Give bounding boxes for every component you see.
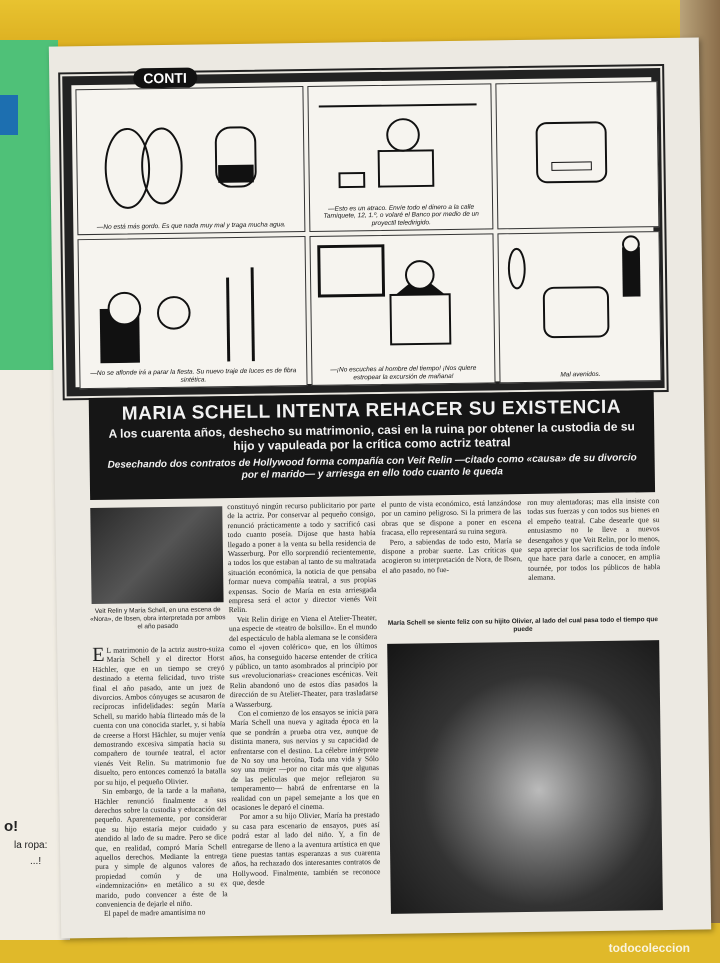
- photo-stage-scene: [90, 506, 223, 604]
- comic-strip: [62, 68, 664, 396]
- adjacent-page-graphic: [0, 95, 18, 135]
- tv-cartoon-icon: [310, 234, 494, 385]
- paragraph: Sin embargo, de la tarde a la mañana, Hächler renunció finalmente a sus derechos sobre la custodia y educación del pequeño. Aparentemente, por considerar que su hijo estaría mejor cuidado y atendido al lado de su madre. Pero se dice que, en realidad, compró María Schell aquellos derechos. Mediante la entrega pura y simple de algunos valores de propiedad común y de una «indemnización» en metálico a su ex marido, pudo convencer a éste de la conveniencia de dejarle el niño.: [94, 785, 228, 909]
- comic-panel: [495, 81, 659, 229]
- comic-caption: —¡No escuches al hombre del tiempo! ¡Nos quiere estropear la excursión de mañana!: [318, 365, 488, 382]
- article-subtitle: A los cuarenta años, deshecho su matrimonio, casi en la ruina por obtener la custodia de su hijo y vapuleada por la crítica como actriz teatral: [108, 419, 635, 453]
- photo-mother-and-child: [387, 640, 663, 914]
- article-column-2: [227, 500, 380, 888]
- men-cartoon-icon: [79, 237, 307, 388]
- comic-panel: [307, 83, 493, 232]
- article-column-3: [381, 498, 522, 575]
- article-title: MARIA SCHELL INTENTA REHACER SU EXISTENCIA: [121, 396, 622, 425]
- paragraph: L matrimonio de la actriz austro-suiza María Schell y el director Horst Hächler, que en un tiempo se creyó destinado a eterna felicidad, tuvo triste final el año pasado, ante un juez de divorcios. Ambos cónyuges se acusaron de recíprocas infidelidades: según María Schell, su marido había flirteado más de la cuenta con una conocida starlet, y, si había de creerse a Horst Hächler, su mujer venía demostrando excesiva simpatía hacia su compañero de tournée teatral, el actor vienés Veit Relin. Su matrimonio fue disuelto, pero entonces comenzó la batalla por su hijo, el pequeño Olivier.: [92, 644, 226, 787]
- comic-caption: —No está más gordo. Es que nada muy mal y traga mucha agua.: [84, 221, 298, 231]
- article-column-1: [92, 644, 228, 919]
- beach-cartoon-icon: [76, 87, 304, 234]
- paragraph: Veit Relin dirige en Viena el Atelier-Theater, una especie de «teatro de bolsillo». En el mundo del espectáculo de habla alemana se le considera como el «joven colérico» que, en los últimos años, ha conseguido hacerse entender de crítica y público, un tanto asombrados al principio por sus «revolucionarias» creaciones escénicas. Veit Relin abandonó uno de estos días pasados la dirección de su Atelier-Theater, para trasladarse a Wasserburg.: [228, 612, 378, 709]
- magazine-page: [49, 38, 711, 939]
- paragraph: ron muy alentadoras; mas ella insiste con todas sus fuerzas y con todos sus bienes en el empeño teatral. Cabe desearle que su entusiasmo no le lleve a nuevos desengaños y que Veit Relin, por lo menos, sepa apreciar los sacrificios de toda índole que hace para darle a conocer, en amplia tournée, por todos los públicos de habla alemana.: [527, 496, 661, 583]
- comic-caption: —Esto es un atraco. Envíe todo el dinero a la calle Tarniquete, 12, 1.º, o volaré el Banco por medio de un proyectil teledirigido.: [316, 203, 486, 228]
- paragraph: constituyó ningún recurso publicitario por parte de la actriz. Por conservar al pequeño consigo, renunció prácticamente a todo y sacrificó casi todo cuanto poseía. Dijose que hasta había llegado a poner a la venta su bella residencia de Wasserburg. Por ello sorprendió recientemente, a todos los que estaban al tanto de su maltratada situación económica, la noticia de que pensaba formar nueva compañía teatral, a sus propias expensas. Socio de María en esta arriesgada empresa será el actor y director vienés Veit Relin.: [227, 500, 377, 615]
- comic-logo: CONTI: [133, 68, 197, 89]
- paragraph: El papel de madre amantísima no: [103, 907, 206, 919]
- left-page-text: ...!: [30, 856, 42, 867]
- article-dek: Desechando dos contratos de Hollywood forma compañía con Veit Relin —citado como «causa» de su divorcio por el marido— y arriesga en ello todo cuanto le queda: [107, 452, 637, 481]
- article-headline-block: [89, 390, 655, 500]
- comic-panel: [497, 231, 661, 383]
- paragraph: Pero, a sabiendas de todo esto, María se dispone a probar suerte. Las críticas que acogieron su interpretación de Nora, de Ibsen, el año pasado, no fue-: [381, 535, 523, 575]
- car-walkers-cartoon-icon: [498, 232, 660, 382]
- drop-cap: E: [92, 643, 105, 667]
- left-page-text: la ropa:: [14, 840, 48, 851]
- paragraph: Por amor a su hijo Olivier, María ha prestado su casa para escenario de ensayos, pues así podrá estar al lado del niño. Y, a fin de entregarse de lleno a la aventura artística en que tiene puestas tantas esperanzas a sus cuarenta años, ha rechazado dos interesantes contratos de Hollywood. Finalmente, también se reconoce que, desde: [231, 810, 381, 888]
- comic-caption: —No se aflonde irá a parar la fiesta. Su nuevo traje de luces es de fibra sintética.: [86, 367, 300, 385]
- comic-caption: Mal avenidos.: [506, 370, 654, 380]
- paragraph: Con el comienzo de los ensayos se inicia para María Schell una nueva y agitada época en la que se pondrán a prueba otra vez, aunque de distinta manera, sus nervios y su capacidad de enfrentarse con el destino. La célebre intérprete de No soy una heroína, Toda una vida y Sólo soy una mujer —por no citar más que algunas de las películas que mejor reflejaron su temperamento— habrá de enfrentarse en la realidad con un papel semejante a los que en ocasiones le deparó el cinema.: [230, 706, 380, 813]
- car-cartoon-icon: [496, 82, 658, 228]
- comic-panel: [309, 233, 495, 386]
- article-column-4: [527, 496, 660, 582]
- photo-caption: Veit Relin y María Schell, en una escena de «Nora», de Ibsen, obra interpretada por ambos el año pasado: [89, 606, 226, 630]
- watermark: todocoleccion: [608, 941, 690, 955]
- photo-caption: María Schell se siente feliz con su hijito Olivier, al lado del cual pasa todo el tiempo que puede: [387, 616, 659, 633]
- comic-panel: [77, 236, 307, 389]
- left-page-text: o!: [4, 818, 19, 835]
- comic-panel: [75, 86, 305, 235]
- paragraph: el punto de vista económico, está lanzándose por un camino peligroso. Si la primera de las obras que se dispone a poner en escena fracasa, ello representará su ruina segura.: [381, 498, 522, 538]
